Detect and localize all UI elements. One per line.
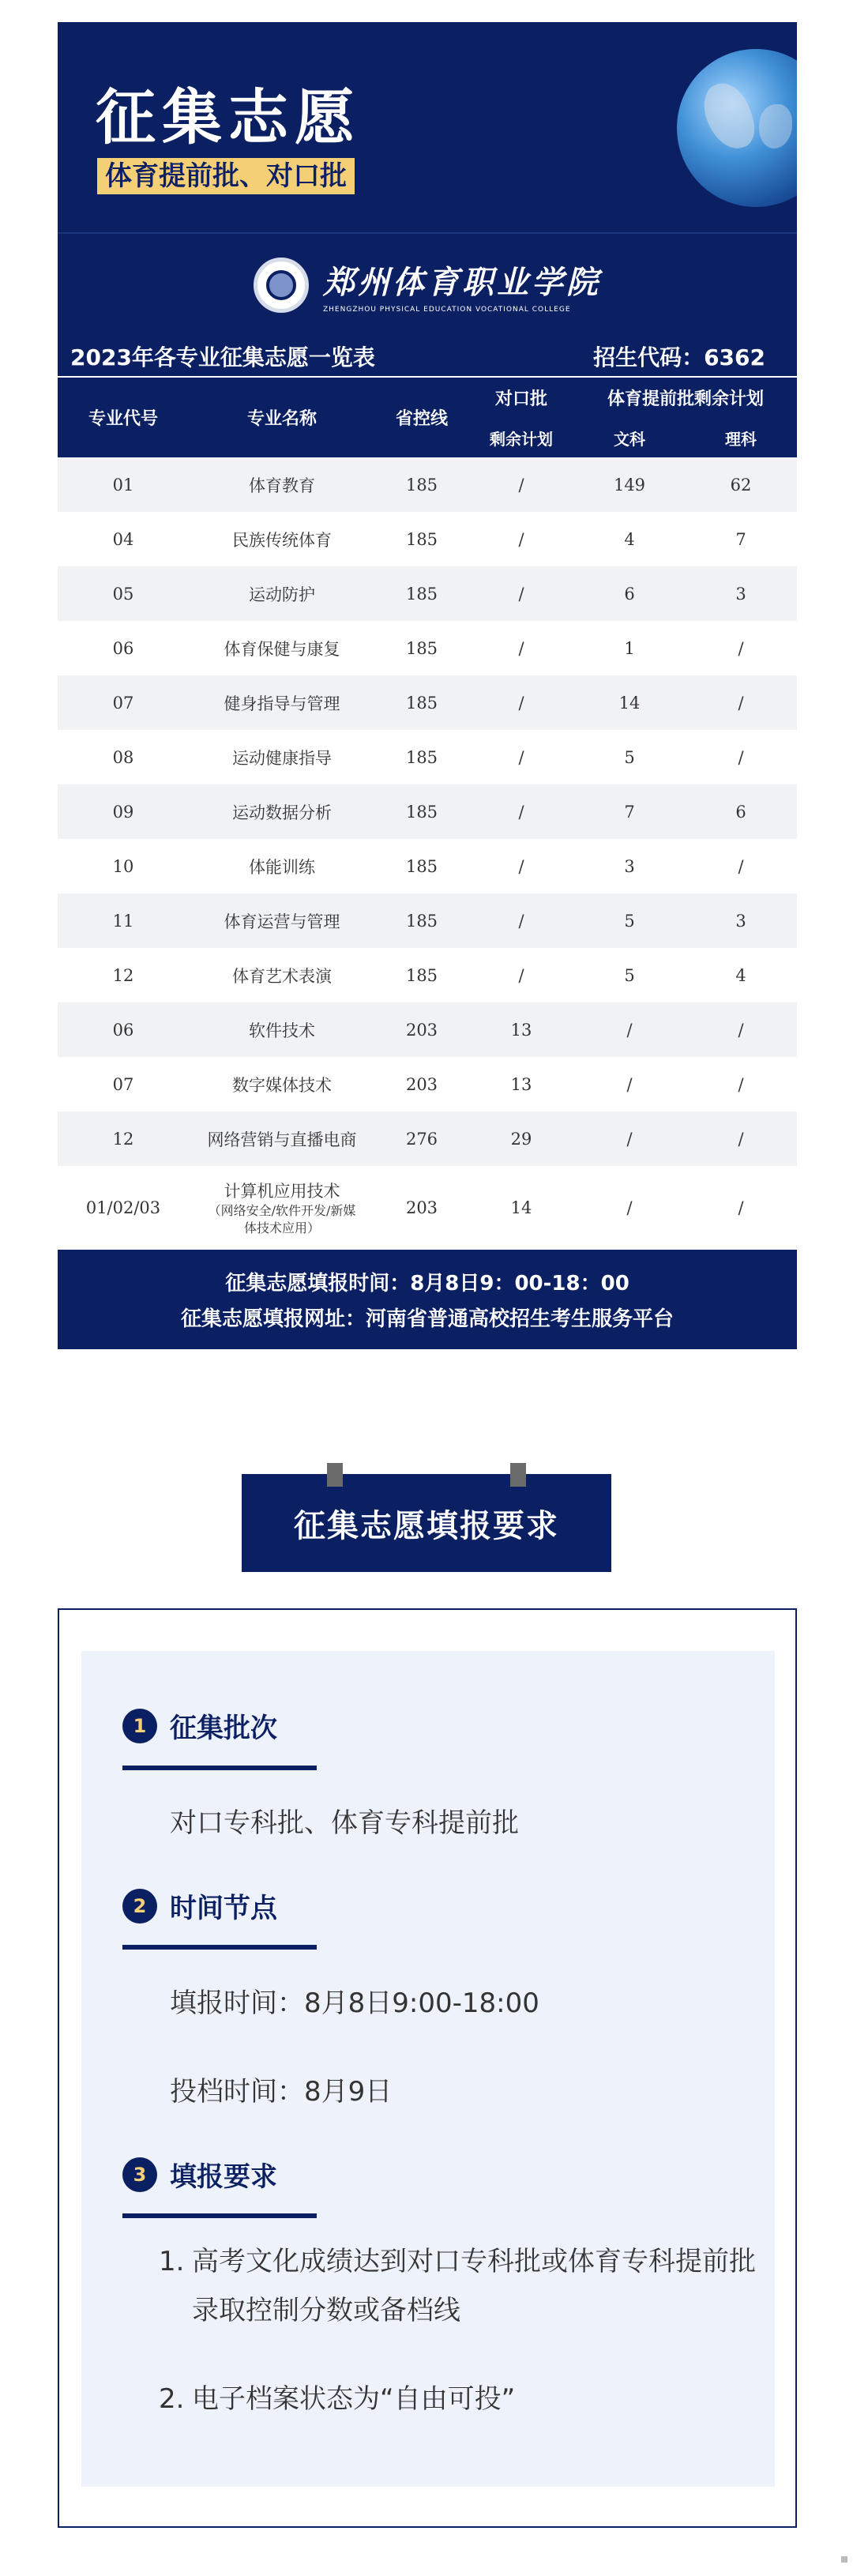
- header-arts: 文科: [614, 429, 645, 449]
- cell-name: 运动健康指导: [189, 730, 375, 784]
- section-3-heading: [122, 2155, 277, 2194]
- hero-subtitle: 体育提前批、对口批: [97, 158, 355, 194]
- cell-code: 07: [58, 1057, 189, 1111]
- section-2-heading: [122, 1886, 277, 1925]
- cell-duikou: 14: [468, 1166, 574, 1250]
- cell-code: 07: [58, 675, 189, 730]
- application-time: 征集志愿填报时间：8月8日9：00-18：00: [225, 1272, 629, 1296]
- section-title: 征集批次: [170, 1713, 277, 1744]
- cell-duikou: /: [468, 839, 574, 893]
- corner-mark: [841, 2556, 847, 2563]
- list-item: [159, 2375, 759, 2424]
- list-item: [159, 2237, 759, 2335]
- cell-arts: 7: [574, 784, 685, 839]
- cell-line: 185: [375, 566, 468, 621]
- section-underline: [122, 1945, 317, 1950]
- header-duikou-top: 对口批: [468, 377, 574, 418]
- cell-code: 06: [58, 621, 189, 675]
- cell-line: 203: [375, 1002, 468, 1057]
- cell-science: /: [685, 675, 797, 730]
- cell-name: 体育保健与康复: [189, 621, 375, 675]
- cell-line: 185: [375, 893, 468, 948]
- table-row: [58, 893, 797, 948]
- college-name: 郑州体育职业学院: [323, 263, 601, 301]
- cell-duikou: /: [468, 948, 574, 1002]
- cell-line: 185: [375, 784, 468, 839]
- cell-arts: /: [574, 1002, 685, 1057]
- cell-line: 185: [375, 457, 468, 512]
- cell-duikou: /: [468, 730, 574, 784]
- cell-arts: /: [574, 1111, 685, 1166]
- table-header-row: [58, 377, 797, 418]
- cell-line: 276: [375, 1111, 468, 1166]
- cell-line: 203: [375, 1166, 468, 1250]
- header-name: 专业名称: [189, 377, 375, 457]
- cell-arts: 149: [574, 457, 685, 512]
- table-row: [58, 675, 797, 730]
- cell-duikou: /: [468, 566, 574, 621]
- requirements-header: [242, 1474, 611, 1572]
- college-emblem-icon: [254, 258, 309, 313]
- cell-name: 软件技术: [189, 1002, 375, 1057]
- section-number-badge: 3: [122, 2157, 157, 2192]
- cell-duikou: 13: [468, 1057, 574, 1111]
- cell-science: /: [685, 1166, 797, 1250]
- cell-science: 4: [685, 948, 797, 1002]
- hero-title: 征集志愿: [96, 82, 361, 152]
- cell-duikou: /: [468, 675, 574, 730]
- section-title: 填报要求: [170, 2161, 277, 2193]
- table-row: [58, 730, 797, 784]
- cell-science: /: [685, 1111, 797, 1166]
- header-science: 理科: [725, 429, 757, 449]
- cell-arts: 5: [574, 948, 685, 1002]
- cell-science: /: [685, 730, 797, 784]
- application-info-band: [58, 1250, 797, 1349]
- cell-line: 185: [375, 675, 468, 730]
- cell-science: /: [685, 1057, 797, 1111]
- college-logo-band: [58, 232, 797, 337]
- hero-banner: [58, 22, 797, 232]
- table-title-row: [58, 337, 797, 376]
- table-row: [58, 1057, 797, 1111]
- cell-code: 09: [58, 784, 189, 839]
- requirements-title: 征集志愿填报要求: [294, 1507, 559, 1544]
- cell-line: 185: [375, 730, 468, 784]
- requirements-box: [58, 1608, 797, 2528]
- table-row: [58, 621, 797, 675]
- cell-science: 3: [685, 893, 797, 948]
- cell-arts: 1: [574, 621, 685, 675]
- cell-duikou: /: [468, 457, 574, 512]
- cell-line: 185: [375, 621, 468, 675]
- cell-code: 12: [58, 948, 189, 1002]
- college-logo-text: [323, 258, 601, 314]
- section-1-heading: [122, 1706, 277, 1745]
- section-underline: [122, 1766, 317, 1770]
- section-number-badge: 1: [122, 1709, 157, 1743]
- cell-name: 健身指导与管理: [189, 675, 375, 730]
- cell-science: 3: [685, 566, 797, 621]
- table-row: [58, 1166, 797, 1250]
- cell-science: /: [685, 839, 797, 893]
- submit-time-text: 投档时间：8月9日: [170, 2076, 393, 2108]
- cell-science: 62: [685, 457, 797, 512]
- header-code: 专业代号: [58, 377, 189, 457]
- requirements-list: [159, 2237, 759, 2424]
- cell-name: 体育艺术表演: [189, 948, 375, 1002]
- cell-arts: /: [574, 1057, 685, 1111]
- header-line: 省控线: [375, 377, 468, 457]
- cell-name: 民族传统体育: [189, 512, 375, 566]
- cell-name: 数字媒体技术: [189, 1057, 375, 1111]
- cell-code: 10: [58, 839, 189, 893]
- cell-name: 网络营销与直播电商: [189, 1111, 375, 1166]
- cell-duikou: 29: [468, 1111, 574, 1166]
- cell-code: 01/02/03: [58, 1166, 189, 1250]
- header-sports-top: 体育提前批剩余计划: [574, 377, 797, 418]
- cell-science: 7: [685, 512, 797, 566]
- cell-duikou: /: [468, 512, 574, 566]
- cell-line: 185: [375, 839, 468, 893]
- cell-name: 体育教育: [189, 457, 375, 512]
- cell-line: 185: [375, 948, 468, 1002]
- cell-name: 体能训练: [189, 839, 375, 893]
- list-item-number: 1.: [159, 2246, 185, 2277]
- table-row: [58, 1111, 797, 1166]
- table-row: [58, 784, 797, 839]
- list-item-text: 高考文化成绩达到对口专科批或体育专科提前批录取控制分数或备档线: [192, 2246, 756, 2326]
- header-tab-right: [510, 1463, 526, 1487]
- major-plan-table: [58, 376, 797, 1250]
- section-1-text: 对口专科批、体育专科提前批: [170, 1807, 519, 1839]
- cell-duikou: /: [468, 784, 574, 839]
- cell-arts: /: [574, 1166, 685, 1250]
- table-row: [58, 839, 797, 893]
- cell-code: 11: [58, 893, 189, 948]
- fill-time-text: 填报时间：8月8日9:00-18:00: [170, 1987, 539, 2019]
- cell-line: 203: [375, 1057, 468, 1111]
- cell-code: 12: [58, 1111, 189, 1166]
- cell-arts: 5: [574, 893, 685, 948]
- cell-duikou: /: [468, 893, 574, 948]
- table-row: [58, 457, 797, 512]
- cell-science: /: [685, 621, 797, 675]
- table-row: [58, 566, 797, 621]
- cell-science: /: [685, 1002, 797, 1057]
- table-body: [58, 457, 797, 1250]
- requirements-panel: [81, 1651, 775, 2487]
- table-title: 2023年各专业征集志愿一览表: [70, 344, 375, 370]
- section-number-badge: 2: [122, 1889, 157, 1924]
- college-name-english: ZHENGZHOU PHYSICAL EDUCATION VOCATIONAL COLLEGE: [323, 305, 571, 314]
- section-title: 时间节点: [170, 1893, 277, 1924]
- table-row: [58, 1002, 797, 1057]
- enrollment-code: 招生代码：6362: [593, 344, 765, 370]
- cell-name-multiline: [189, 1166, 375, 1250]
- cell-code: 08: [58, 730, 189, 784]
- table-row: [58, 512, 797, 566]
- cell-arts: 4: [574, 512, 685, 566]
- header-duikou-bottom: 剩余计划: [490, 429, 553, 449]
- list-item-number: 2.: [159, 2383, 185, 2415]
- header-tab-left: [327, 1463, 343, 1487]
- cell-name-note: （网络安全/软件开发/新媒体技术应用）: [208, 1203, 356, 1235]
- cell-science: 6: [685, 784, 797, 839]
- cell-name: 体育运营与管理: [189, 893, 375, 948]
- section-underline: [122, 2213, 317, 2218]
- cell-arts: 6: [574, 566, 685, 621]
- table-row: [58, 948, 797, 1002]
- cell-name: 计算机应用技术: [224, 1182, 340, 1201]
- cell-arts: 5: [574, 730, 685, 784]
- globe-image: [677, 49, 797, 207]
- application-site: 征集志愿填报网址：河南省普通高校招生考生服务平台: [180, 1307, 674, 1331]
- list-item-text: 电子档案状态为“自由可投”: [192, 2383, 516, 2415]
- cell-name: 运动数据分析: [189, 784, 375, 839]
- cell-arts: 14: [574, 675, 685, 730]
- cell-code: 06: [58, 1002, 189, 1057]
- cell-code: 01: [58, 457, 189, 512]
- enrollment-poster: [58, 22, 797, 1349]
- cell-duikou: 13: [468, 1002, 574, 1057]
- cell-code: 05: [58, 566, 189, 621]
- cell-arts: 3: [574, 839, 685, 893]
- cell-name: 运动防护: [189, 566, 375, 621]
- cell-duikou: /: [468, 621, 574, 675]
- cell-line: 185: [375, 512, 468, 566]
- cell-code: 04: [58, 512, 189, 566]
